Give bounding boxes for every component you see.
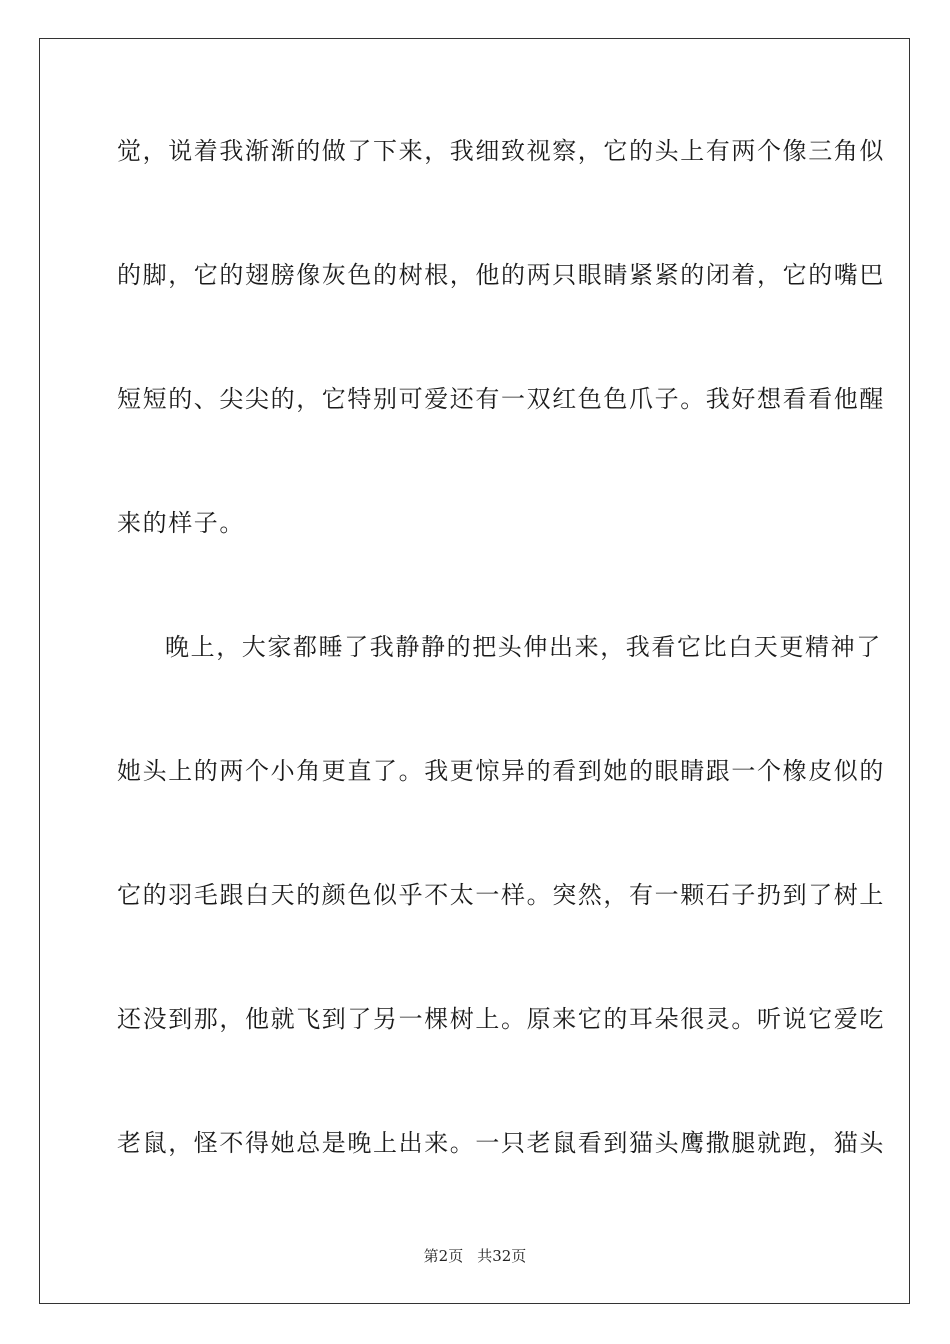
body-text-line: 来的样子。	[117, 509, 245, 537]
total-pages: 共32页	[477, 1247, 527, 1265]
body-text-line: 短短的、尖尖的，它特别可爱还有一双红色色爪子。我好想看看他醒	[117, 385, 885, 413]
page-border	[39, 38, 910, 1304]
body-text-line: 它的羽毛跟白天的颜色似乎不太一样。突然，有一颗石子扔到了树上	[117, 881, 885, 909]
page-number: 第2页	[423, 1247, 464, 1265]
body-text-line: 的脚，它的翅膀像灰色的树根，他的两只眼睛紧紧的闭着，它的嘴巴	[117, 261, 885, 289]
body-text-line-paragraph-start: 晚上，大家都睡了我静静的把头伸出来，我看它比白天更精神了	[165, 633, 882, 661]
page-footer	[0, 1246, 950, 1266]
body-text-line: 老鼠，怪不得她总是晚上出来。一只老鼠看到猫头鹰撒腿就跑，猫头	[117, 1129, 885, 1157]
body-text-line: 还没到那，他就飞到了另一棵树上。原来它的耳朵很灵。听说它爱吃	[117, 1005, 885, 1033]
body-text-line: 觉，说着我渐渐的做了下来，我细致视察，它的头上有两个像三角似	[117, 137, 885, 165]
body-text-line: 她头上的两个小角更直了。我更惊异的看到她的眼睛跟一个橡皮似的	[117, 757, 885, 785]
